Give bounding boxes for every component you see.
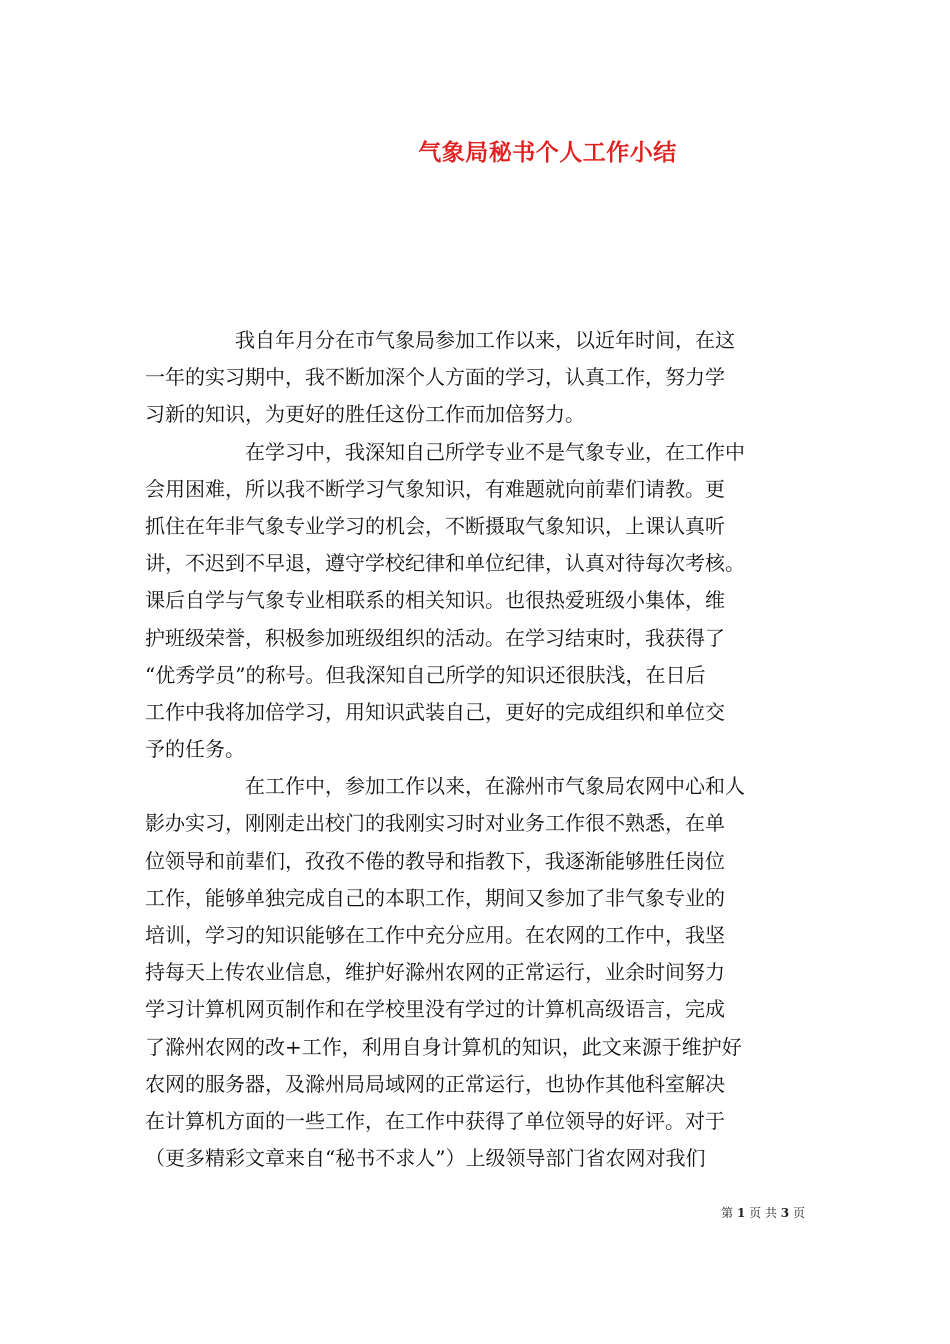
document-title: 气象局秘书个人工作小结 [418, 139, 677, 166]
paragraph-line: 在工作中，参加工作以来，在滁州市气象局农网中心和人 [245, 774, 745, 799]
paragraph-line: 护班级荣誉，积极参加班级组织的活动。在学习结束时，我获得了 [145, 625, 725, 650]
paragraph-line: 予的任务。 [145, 737, 245, 762]
paragraph-line: 工作，能够单独完成自己的本职工作，期间又参加了非气象专业的 [145, 885, 725, 910]
paragraph-line: 抓住在年非气象专业学习的机会，不断摄取气象知识，上课认真听 [145, 513, 725, 538]
paragraph-line: 持每天上传农业信息，维护好滁州农网的正常运行，业余时间努力 [145, 960, 725, 985]
paragraph-line: 一年的实习期中，我不断加深个人方面的学习，认真工作，努力学 [145, 365, 725, 390]
paragraph-line: “优秀学员”的称号。但我深知自己所学的知识还很肤浅，在日后 [145, 662, 706, 687]
paragraph-line: 工作中我将加倍学习，用知识武装自己，更好的完成组织和单位交 [145, 699, 725, 724]
footer-suffix: 页 [792, 1206, 805, 1220]
paragraph-line: 课后自学与气象专业相联系的相关知识。也很热爱班级小集体，维 [145, 588, 725, 613]
paragraph-line: 我自年月分在市气象局参加工作以来，以近年时间，在这 [235, 328, 735, 352]
paragraph-line: 会用困难，所以我不断学习气象知识，有难题就向前辈们请教。更 [145, 476, 725, 501]
paragraph-line: 影办实习，刚刚走出校门的我刚实习时对业务工作很不熟悉，在单 [145, 811, 725, 836]
document-body [145, 322, 805, 1177]
footer-middle: 页 共 [749, 1206, 777, 1220]
paragraph-line: 农网的服务器，及滁州局局域网的正常运行，也协作其他科室解决 [145, 1071, 725, 1096]
paragraph-line: 习新的知识，为更好的胜任这份工作而加倍努力。 [145, 402, 585, 427]
paragraph-line: 讲，不迟到不早退，遵守学校纪律和单位纪律，认真对待每次考核。 [145, 551, 745, 576]
footer-prefix: 第 [721, 1206, 734, 1220]
paragraph-line: 位领导和前辈们，孜孜不倦的教导和指教下，我逐渐能够胜任岗位 [145, 848, 725, 873]
footer-current-page: 1 [736, 1206, 746, 1220]
page-number-footer [721, 1204, 805, 1221]
footer-total-pages: 3 [780, 1206, 790, 1220]
paragraph-line: 在计算机方面的一些工作，在工作中获得了单位领导的好评。对于 [145, 1108, 725, 1133]
paragraph-line: （更多精彩文章来自“秘书不求人”）上级领导部门省农网对我们 [145, 1146, 706, 1171]
paragraph-line: 了滁州农网的改+工作，利用自身计算机的知识，此文来源于维护好 [145, 1034, 742, 1059]
paragraph-line: 在学习中，我深知自己所学专业不是气象专业，在工作中 [245, 439, 745, 464]
paragraph-line: 学习计算机网页制作和在学校里没有学过的计算机高级语言，完成 [145, 997, 725, 1022]
paragraph-line: 培训，学习的知识能够在工作中充分应用。在农网的工作中，我坚 [145, 923, 725, 947]
